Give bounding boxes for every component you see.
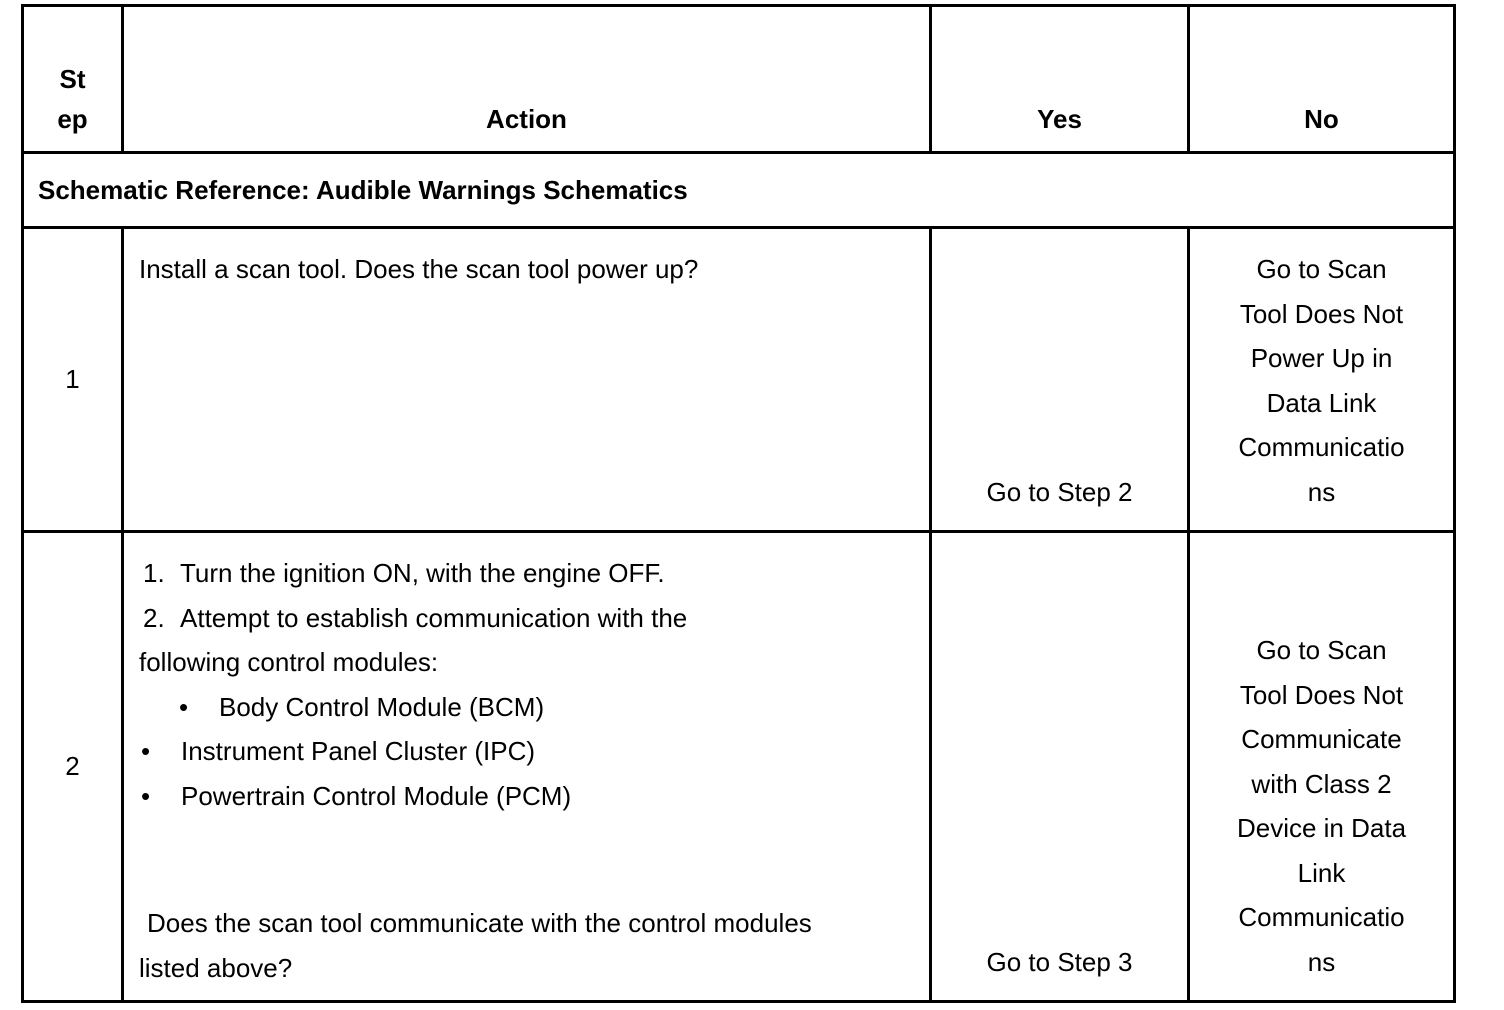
action-question: listed above? (139, 952, 293, 983)
action-text (123, 228, 931, 532)
table-row (23, 228, 1455, 532)
diagnostic-table (21, 4, 1456, 1003)
header-yes: Yes (931, 6, 1189, 153)
schematic-reference-row (23, 153, 1455, 228)
action-question: Does the scan tool communicate with the control modules (147, 908, 812, 938)
step-number: 2 (23, 532, 123, 1002)
module-list-item: • Instrument Panel Cluster (IPC) (141, 736, 536, 766)
table-row (23, 532, 1455, 1002)
action-continuation: following control modules: (139, 647, 439, 677)
step-number: 1 (23, 228, 123, 532)
yes-result: Go to Step 3 (931, 532, 1189, 1002)
action-item: 2. Attempt to establish communication with the (143, 602, 688, 633)
module-list-item: • Body Control Module (BCM) (179, 691, 545, 722)
header-step: St ep (23, 6, 123, 153)
header-action: Action (123, 6, 931, 153)
header-no: No (1189, 6, 1455, 153)
action-item: 1. Turn the ignition ON, with the engine OFF. (143, 558, 665, 588)
header-row (23, 6, 1455, 153)
action-instruction: Install a scan tool. Does the scan tool power up? (139, 254, 699, 284)
no-result: Go to Scan Tool Does Not Communicate with Class 2 Device in Data Link Communicatio ns (1189, 532, 1455, 1002)
action-text (123, 532, 931, 1002)
yes-result: Go to Step 2 (931, 228, 1189, 532)
schematic-reference: Schematic Reference: Audible Warnings Schematics (23, 153, 1455, 228)
no-result: Go to Scan Tool Does Not Power Up in Data Link Communicatio ns (1189, 228, 1455, 532)
module-list-item: • Powertrain Control Module (PCM) (141, 780, 572, 811)
